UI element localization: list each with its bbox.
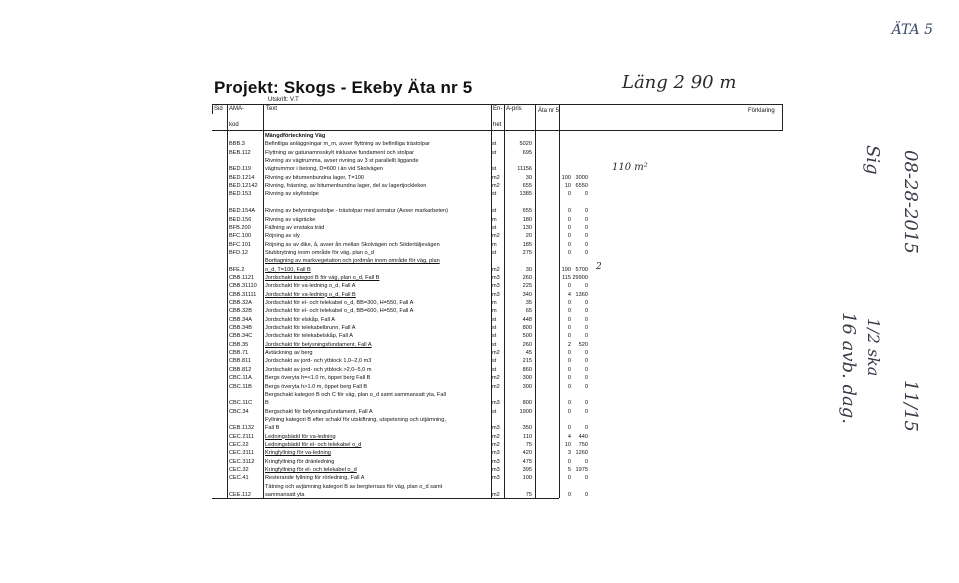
cell-unit: st [492,224,497,231]
cell-unit: m2 [492,433,500,440]
cell-kod: CBC.11A [229,375,252,382]
cell-text: Jordschakt för elskåp, Fall A [265,316,335,323]
cell-text: Jordschakt kategori B för väg, plan o_d, Fall B [265,274,380,281]
cell-text: Mängdförteckning Väg [265,133,326,139]
cell-sum: 5700 [575,266,588,273]
cell-ata: 0 [567,283,571,290]
cell-ata: 0 [567,425,571,432]
cell-kod: BFB.200 [229,224,251,231]
cell-kod: BFD.12 [229,249,248,256]
cell-kod: BEB.112 [229,149,251,156]
cell-sum: 0 [584,366,588,373]
cell-ata: 0 [567,400,571,407]
handwritten-margin-date: 08-28-2015 [900,150,921,254]
cell-kod: BFC.101 [229,241,252,248]
cell-ata: 0 [567,216,571,223]
cell-apris: 45 [525,350,532,357]
cell-ata: 10 [564,441,571,448]
cell-kod: BED.156 [229,216,252,223]
cell-sum: 0 [584,408,588,415]
cell-kod: CBB.31111 [229,291,257,298]
cell-unit: st [492,191,497,198]
cell-apris: 1385 [519,191,532,198]
cell-text: Stubbrytning inom område för väg, plan o_d [265,249,374,256]
cell-apris: 800 [522,400,532,407]
table-row [212,216,783,224]
table-row [212,266,783,274]
cell-kod: BBB.3 [229,141,245,148]
cell-ata: 0 [567,249,571,256]
col-rule-sid [212,104,213,114]
cell-text: Rivning av bitumenbundna lager, T=100 [265,174,364,181]
cell-sum: 0 [584,400,588,407]
cell-kod: CEC.3112 [229,458,255,465]
cell-unit: m [492,216,497,223]
cell-text: Jordschakt för va-ledning o_d, Fall A [265,283,356,290]
cell-sum: 0 [584,216,588,223]
cell-unit: m2 [492,383,500,390]
cell-ata: 0 [567,350,571,357]
cell-sum: 0 [584,308,588,315]
cell-apris: 448 [522,316,532,323]
header-en: En- [493,106,503,112]
cell-kod: CEC.22 [229,441,249,448]
table-row [212,491,783,499]
cell-unit: st [492,141,497,148]
cell-apris: 800 [522,325,532,332]
cell-text: Jordschakt för belysningsfundament, Fall A [265,341,372,348]
cell-kod: CEC.2111 [229,433,254,440]
cell-unit: st [492,333,497,340]
cell-apris: 35 [525,300,532,306]
cell-kod: CEE.112 [229,492,251,499]
cell-unit: m2 [492,350,500,357]
cell-sum: 0 [584,383,588,390]
cell-sum: 0 [584,191,588,198]
table-row [212,383,783,391]
handwritten-area-note: 110 m² [612,162,648,173]
cell-text: Jordschakt för telekabelbrunn, Fall A [265,325,356,332]
cell-unit: m3 [492,458,500,465]
cell-unit: m3 [492,283,500,290]
cell-kod: CBB.34C [229,333,253,340]
cell-text: Borttagning av markvegetation och jordmån inom område för väg, plan [265,258,440,265]
table-row [212,249,783,257]
cell-text: Jordschakt av jord- och ytblock >2,0–5,0 m [265,366,372,373]
cell-apris: 180 [522,216,532,223]
cell-apris: 100 [522,475,532,482]
table-row [212,316,783,324]
cell-text: Avtäckning av berg [265,350,313,357]
cell-apris: 30 [525,174,532,181]
cell-text: Bergs överyta h=<1.0 m, öppet berg Fall B [265,375,371,382]
cell-unit: st [492,166,497,173]
cell-kod: BED.12142 [229,183,258,190]
cell-apris: 475 [522,458,532,465]
cell-apris: 30 [525,266,532,273]
printed-by: Utskrift: V.T [268,97,299,103]
table-row [212,190,783,198]
cell-ata: 3 [567,450,571,457]
cell-kod: CBC.11C [229,400,253,407]
cell-text: Jordschakt av jord- och ytblock 1,0–2,0 m3 [265,358,372,365]
cell-apris: 75 [525,441,532,448]
rule-top [212,104,783,105]
cell-sum: 0 [584,208,588,215]
cell-text: o_d, T=100, Fall B [265,266,311,273]
cell-kod: CEB.1132 [229,425,255,432]
cell-unit: st [492,325,497,332]
cell-apris: 340 [522,291,532,298]
cell-apris: 75 [525,492,532,499]
cell-text: Kringfyllning för dränledning [265,458,335,465]
cell-ata: 0 [567,358,571,365]
cell-apris: 275 [522,249,532,256]
cell-ata: 0 [567,308,571,315]
cell-text: vägtrummor i betong, D=600 i än vid Skolvägen [265,166,384,173]
cell-text: Bergschakt för belysningsfundament, Fall A [265,408,373,415]
cell-text: Fällning av enstaka träd [265,224,325,231]
cell-apris: 215 [522,358,532,365]
cell-kod: CBB.71 [229,350,249,357]
table-row [212,165,783,173]
cell-sum: 1260 [575,450,588,457]
table-row [212,174,783,182]
cell-kod: BED.154A [229,208,256,215]
header-ata-nr: Äta nr 5 [538,108,560,114]
cell-apris: 20 [525,233,532,240]
cell-ata: 0 [567,408,571,415]
header-sid: Sid [214,106,223,112]
cell-ata: 0 [567,325,571,332]
cell-sum: 1360 [575,291,588,298]
cell-text: Rivning av belysningsstolpe - trästolpar med armatur (Avser markarbeten) [265,208,449,215]
cell-text: Röjning av sly [265,233,300,240]
cell-kod: CBB.32A [229,300,253,306]
cell-unit: m [492,300,497,306]
cell-unit: m2 [492,233,500,240]
cell-text: Jordschakt för el- och telekabel o_d, BB=300, H=550, Fall A [265,300,414,306]
cell-ata: 0 [567,492,571,499]
cell-kod: CBC.34 [229,408,249,415]
cell-text: Rivning, fräsning, av bitumenbundna lager, del av lagertjockleken [265,183,427,190]
cell-kod: CBB.34A [229,316,253,323]
cell-apris: 350 [522,425,532,432]
table-row [212,399,783,407]
cell-text: Fall B [265,425,280,432]
cell-unit: m3 [492,425,500,432]
cell-sum: 0 [584,358,588,365]
document-title: Projekt: Skogs - Ekeby Äta nr 5 [214,78,473,97]
cell-apris: 655 [522,208,532,215]
cell-sum: 0 [584,350,588,357]
cell-sum: 0 [584,249,588,256]
table-row [212,341,783,349]
table-row [212,332,783,340]
table-row [212,374,783,382]
table-row [212,157,783,165]
table-row [212,366,783,374]
cell-kod: CBB.812 [229,366,252,373]
cell-ata: 0 [567,191,571,198]
cell-apris: 260 [522,274,532,281]
cell-ata: 0 [567,300,571,306]
table-row [212,232,783,240]
quantity-sheet [212,104,783,499]
cell-kod: CEC.3111 [229,450,254,457]
cell-apris: 300 [522,375,532,382]
cell-unit: m2 [492,375,500,382]
cell-text: B [265,400,269,407]
cell-text: Rivning av skyltstolpe [265,191,319,198]
cell-unit: m2 [492,441,500,448]
cell-ata: 0 [567,375,571,382]
table-row [212,241,783,249]
cell-unit: m3 [492,291,500,298]
cell-text: Bergschakt kategori B och C för väg, plan o_d samt sammansatt yta, Fall [265,391,446,398]
table-row [212,466,783,474]
cell-unit: m3 [492,450,500,457]
table-row [212,282,783,290]
cell-ata: 0 [567,316,571,323]
cell-kod: CBB.811 [229,358,251,365]
table-row [212,408,783,416]
cell-unit: m3 [492,475,500,482]
table-row [212,291,783,299]
table-row [212,199,783,207]
table-row [212,274,783,282]
cell-apris: 11156 [517,166,532,173]
cell-kod: BED.119 [229,166,251,173]
cell-apris: 185 [522,241,532,248]
cell-unit: st [492,341,497,348]
cell-ata: 5 [567,467,571,473]
cell-unit: m [492,241,497,248]
header-text: Text [266,106,278,112]
cell-ata: 10 [564,183,571,190]
table-row [212,324,783,332]
table-row [212,140,783,148]
table-row [212,207,783,215]
cell-unit: m2 [492,174,500,181]
table-row [212,474,783,482]
cell-unit: st [492,408,497,415]
cell-apris: 1900 [519,408,532,415]
cell-unit: st [492,366,497,373]
cell-text: sammansatt yta [265,492,305,499]
table-row [212,449,783,457]
cell-apris: 420 [522,450,532,457]
cell-text: Ledningsbädd för el- och telekabel o_d [265,441,362,448]
cell-text: Rivning av vägtrumma, avser rivning av 3 st parallellt liggande [265,158,419,165]
cell-apris: 860 [522,366,532,373]
cell-ata: 0 [567,333,571,340]
cell-kod: CBB.32B [229,308,253,315]
table-row [212,357,783,365]
cell-sum: 750 [578,441,588,448]
table-row [212,441,783,449]
cell-sum: 0 [584,475,588,482]
cell-apris: 655 [522,183,532,190]
handwritten-margin-sig: Sig [862,145,883,175]
cell-ata: 4 [567,291,571,298]
cell-unit: m3 [492,274,500,281]
cell-apris: 65 [525,308,532,315]
table-row [212,257,783,265]
cell-sum: 0 [584,241,588,248]
cell-apris: 260 [522,341,532,348]
cell-ata: 0 [567,366,571,373]
cell-sum: 0 [584,325,588,332]
cell-kod: CEC.41 [229,475,249,482]
cell-text: Fyllning kategori B efter schakt för utskiftning, utspetsning och utjämning, [265,416,446,423]
cell-kod: CBB.34B [229,325,253,332]
table-row [212,224,783,232]
handwritten-mark: 2 [596,262,602,272]
cell-text: Jordschakt för va-ledning o_d, Fall B [265,291,356,298]
cell-kod: BFC.100 [229,233,252,240]
cell-sum: 0 [584,425,588,432]
table-row [212,433,783,441]
header-apris: A-pris [506,106,522,112]
cell-sum: 440 [578,433,588,440]
cell-sum: 29900 [572,274,588,281]
cell-apris: 500 [522,333,532,340]
cell-ata: 0 [567,208,571,215]
cell-sum: 0 [584,492,588,499]
table-row [212,299,783,307]
cell-text: Befintliga anläggningar m_m, avser flyttning av befintliga trästolpar [265,141,430,148]
table-row [212,416,783,424]
header-kod: kod [229,122,239,128]
cell-kod: BED.1214 [229,174,255,181]
cell-kod: CBC.11B [229,383,252,390]
cell-kod: BED.153 [229,191,252,198]
cell-sum: 0 [584,375,588,382]
table-row [212,483,783,491]
cell-sum: 0 [584,458,588,465]
cell-text: Röjning av av dike, å, avser ån mellan Skolvägen och Södertäljevägen [265,241,440,248]
table-row [212,182,783,190]
cell-sum: 3000 [575,174,588,181]
cell-apris: 225 [522,283,532,290]
col-rule-right [782,104,783,131]
handwritten-margin-note: 1/2 ska [864,318,883,377]
handwritten-ata-label: ÄTA 5 [891,22,933,38]
cell-kod: CEC.32 [229,467,249,473]
cell-text: Kringfyllning för el- och telekabel o_d [265,467,357,473]
cell-ata: 0 [567,458,571,465]
cell-unit: st [492,249,497,256]
header-forklaring: Förklaring [748,108,775,114]
cell-unit: m3 [492,467,500,473]
cell-text: Resterande fyllning för rörledning, Fall A [265,475,365,482]
cell-text: Kringfyllning för va-ledning [265,450,331,457]
cell-sum: 0 [584,224,588,231]
table-row [212,424,783,432]
cell-text: Ledningsbädd för va-ledning [265,433,336,440]
cell-kod: CBB.35 [229,341,249,348]
cell-unit: st [492,316,497,323]
cell-unit: st [492,208,497,215]
cell-apris: 110 [523,433,532,440]
table-row [212,391,783,399]
cell-apris: 130 [522,224,532,231]
cell-kod: CBB.1121 [229,274,255,281]
cell-ata: 115 [562,274,571,281]
cell-unit: st [492,358,497,365]
cell-unit: m2 [492,266,500,273]
cell-text: Rivning av vägräcke [265,216,316,223]
cell-text: Jordschakt för el- och telekabel o_d, BB=600, H=550, Fall A [265,308,414,315]
cell-sum: 0 [584,283,588,290]
header-ama: AMA- [229,106,244,112]
cell-sum: 520 [578,341,588,348]
cell-text: Bergs överyta h>1.0 m, öppet berg Fall B [265,383,368,390]
cell-unit: m [492,308,497,315]
cell-apris: 395 [522,467,532,473]
table-row [212,132,783,140]
table-row [212,458,783,466]
cell-unit: m2 [492,492,500,499]
cell-unit: m2 [492,183,500,190]
cell-ata: 0 [567,241,571,248]
cell-sum: 0 [584,316,588,323]
cell-kod: CBB.31110 [229,283,257,290]
cell-sum: 0 [584,300,588,306]
cell-apris: 5020 [519,141,532,148]
cell-text: Tätning och avjämning kategori B av bergterrass för väg, plan o_d samt [265,483,443,490]
cell-text: Flyttning av gatunamnsskylt inklusive fundament och stolpar [265,149,414,156]
table-row [212,349,783,357]
cell-ata: 0 [567,233,571,240]
table-row [212,307,783,315]
cell-unit: st [492,149,497,156]
cell-sum: 6550 [575,183,588,190]
cell-ata: 190 [561,266,571,273]
cell-sum: 0 [584,333,588,340]
cell-ata: 2 [567,341,571,348]
table-row [212,149,783,157]
cell-ata: 0 [567,475,571,482]
cell-sum: 0 [584,233,588,240]
cell-text: Jordschakt för telekabelskåp, Fall A [265,333,353,340]
cell-unit: m3 [492,400,500,407]
cell-kod: BFE.2 [229,266,245,273]
cell-ata: 100 [561,174,571,181]
handwritten-length-note: Läng 2 90 m [622,72,737,93]
handwritten-margin-count: 11/15 [900,380,921,432]
header-het: het [493,122,502,128]
cell-apris: 300 [522,383,532,390]
cell-apris: 695 [522,149,532,156]
cell-sum: 1975 [575,467,588,473]
cell-ata: 4 [567,433,571,440]
cell-ata: 0 [567,224,571,231]
handwritten-margin-days: 16 avb. dag. [838,312,859,424]
cell-ata: 0 [567,383,571,390]
rule-header-bottom [212,130,783,131]
